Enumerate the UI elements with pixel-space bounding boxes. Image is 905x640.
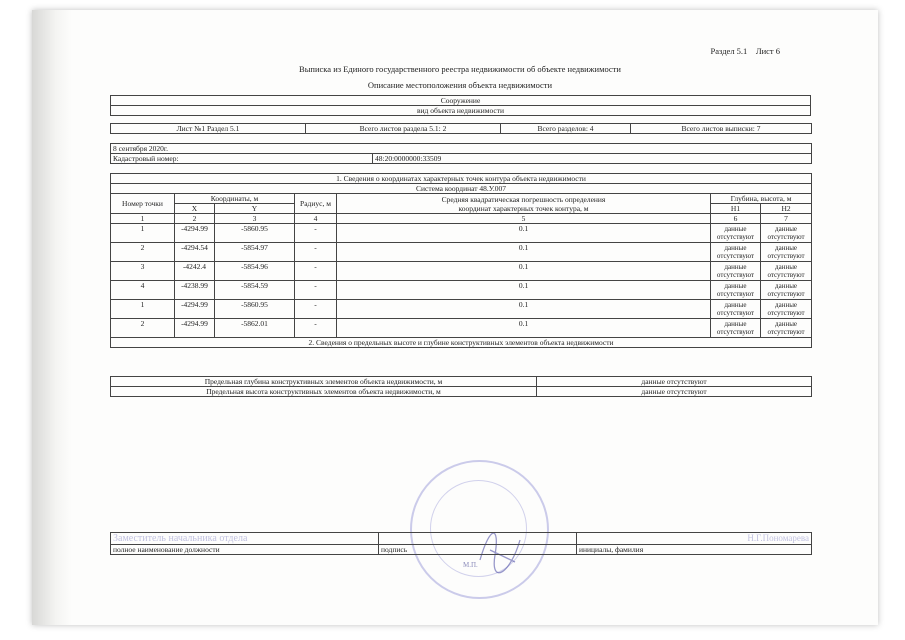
- coord-x: -4238.99: [175, 281, 215, 300]
- table-row: [111, 243, 812, 262]
- h2-value: [761, 319, 812, 338]
- sheet-label: Лист 6: [755, 46, 780, 56]
- sign-caption: подпись: [379, 545, 577, 555]
- col-depth-height: Глубина, высота, м: [711, 194, 812, 204]
- error: 0.1: [337, 319, 711, 338]
- radius: -: [295, 319, 337, 338]
- signer-signature-cell: [379, 533, 577, 545]
- section-label: Раздел 5.1: [710, 46, 748, 56]
- document-date: 8 сентября 2020г.: [111, 144, 812, 154]
- coord-x: -4294.99: [175, 319, 215, 338]
- col-y: Y: [215, 204, 295, 214]
- col-index: 6: [711, 214, 761, 224]
- date-cadastral-table: [110, 143, 812, 164]
- limit-depth-label: Предельная глубина конструктивных элементов объекта недвижимости, м: [111, 377, 537, 387]
- table-row: [111, 319, 812, 338]
- seal-mp: М.П.: [463, 561, 478, 569]
- coord-y: -5854.97: [215, 243, 295, 262]
- limit-height-value: данные отсутствуют: [537, 387, 812, 397]
- coord-y: -5854.96: [215, 262, 295, 281]
- point-number: 2: [111, 319, 175, 338]
- na-line1: данные: [724, 282, 747, 290]
- col-error-line2: координат характерных точек контура, м: [458, 203, 589, 213]
- na-line2: отсутствуют: [716, 328, 755, 336]
- na-line1: данные: [724, 301, 747, 309]
- signer-position-cell: [111, 533, 379, 545]
- na-line2: отсутствуют: [767, 271, 805, 279]
- object-type-table: [110, 95, 811, 116]
- radius: -: [295, 262, 337, 281]
- radius: -: [295, 243, 337, 262]
- na-line1: данные: [724, 225, 747, 233]
- error: 0.1: [337, 243, 711, 262]
- na-line1: данные: [775, 244, 798, 252]
- na-line2: отсутствуют: [767, 290, 805, 298]
- col-coordinates: Координаты, м: [175, 194, 295, 204]
- col-index: 5: [337, 214, 711, 224]
- error: 0.1: [337, 281, 711, 300]
- point-number: 1: [111, 224, 175, 243]
- signer-position: Заместитель начальника отдела: [113, 533, 248, 544]
- cadastral-number: 48:20:0000000:33509: [373, 154, 812, 164]
- point-number: 3: [111, 262, 175, 281]
- col-h2: H2: [761, 204, 812, 214]
- total-sections: Всего разделов: 4: [501, 124, 631, 134]
- radius: -: [295, 281, 337, 300]
- h2-value: [761, 300, 812, 319]
- error: 0.1: [337, 262, 711, 281]
- h2-value: [761, 243, 812, 262]
- radius: -: [295, 224, 337, 243]
- col-index: 3: [215, 214, 295, 224]
- coord-y: -5854.59: [215, 281, 295, 300]
- col-error: [337, 194, 711, 214]
- h1-value: [711, 281, 761, 300]
- h1-value: [711, 319, 761, 338]
- position-caption: полное наименование должности: [111, 545, 379, 555]
- col-point-number: Номер точки: [111, 194, 175, 214]
- total-sheets-section: Всего листов раздела 5.1: 2: [306, 124, 501, 134]
- na-line2: отсутствуют: [767, 309, 805, 317]
- error: 0.1: [337, 300, 711, 319]
- sheet-info-table: [110, 123, 812, 134]
- na-line1: данные: [775, 320, 798, 328]
- na-line2: отсутствуют: [767, 328, 805, 336]
- col-index: 4: [295, 214, 337, 224]
- coord-x: -4242.4: [175, 262, 215, 281]
- coord-x: -4294.99: [175, 300, 215, 319]
- na-line2: отсутствуют: [716, 252, 755, 260]
- object-type: Сооружение: [111, 96, 811, 106]
- coord-y: -5860.95: [215, 300, 295, 319]
- name-caption: инициалы, фамилия: [577, 545, 812, 555]
- coord-x: -4294.54: [175, 243, 215, 262]
- na-line2: отсутствуют: [767, 233, 805, 241]
- signer-name-cell: [577, 533, 812, 545]
- coordinates-table: [110, 173, 812, 348]
- sheet-fold-shadow: [32, 10, 72, 625]
- h1-value: [711, 224, 761, 243]
- signature-table: [110, 532, 812, 555]
- coord-y: -5860.95: [215, 224, 295, 243]
- table-row: [111, 300, 812, 319]
- na-line1: данные: [775, 301, 798, 309]
- limit-depth-value: данные отсутствуют: [537, 377, 812, 387]
- error: 0.1: [337, 224, 711, 243]
- na-line2: отсутствуют: [716, 309, 755, 317]
- h1-value: [711, 243, 761, 262]
- na-line2: отсутствуют: [767, 252, 805, 260]
- document-title: Выписка из Единого государственного реестра недвижимости об объекте недвижимости: [299, 64, 621, 74]
- h2-value: [761, 281, 812, 300]
- point-number: 1: [111, 300, 175, 319]
- point-number: 4: [111, 281, 175, 300]
- limit-height-label: Предельная высота конструктивных элементов объекта недвижимости, м: [111, 387, 537, 397]
- table-row: [111, 281, 812, 300]
- page-header: [0, 46, 780, 56]
- coord-y: -5862.01: [215, 319, 295, 338]
- sheet-number: Лист №1 Раздел 5.1: [111, 124, 306, 134]
- col-error-line1: Средняя квадратическая погрешность определения: [441, 194, 606, 204]
- radius: -: [295, 300, 337, 319]
- na-line1: данные: [775, 263, 798, 271]
- coordinate-system: Система координат 48.У.007: [111, 184, 812, 194]
- col-x: X: [175, 204, 215, 214]
- col-index: 2: [175, 214, 215, 224]
- na-line1: данные: [724, 244, 747, 252]
- na-line1: данные: [724, 320, 747, 328]
- col-index: 7: [761, 214, 812, 224]
- cadastral-label: Кадастровый номер:: [111, 154, 373, 164]
- h2-value: [761, 262, 812, 281]
- na-line2: отсутствуют: [716, 233, 755, 241]
- limits-table: [110, 376, 812, 397]
- document-subtitle: Описание местоположения объекта недвижимости: [367, 80, 553, 90]
- na-line2: отсутствуют: [716, 290, 755, 298]
- table-row: [111, 262, 812, 281]
- col-index: 1: [111, 214, 175, 224]
- coord-x: -4294.99: [175, 224, 215, 243]
- h1-value: [711, 262, 761, 281]
- total-sheets-extract: Всего листов выписки: 7: [631, 124, 812, 134]
- point-number: 2: [111, 243, 175, 262]
- na-line1: данные: [775, 225, 798, 233]
- col-radius: Радиус, м: [295, 194, 337, 214]
- na-line2: отсутствуют: [716, 271, 755, 279]
- limits-heading: 2. Сведения о предельных высоте и глубине конструктивных элементов объекта недвижимости: [111, 338, 812, 348]
- signer-name: Н.Г.Пономарева: [747, 533, 809, 543]
- na-line1: данные: [724, 263, 747, 271]
- col-h1: H1: [711, 204, 761, 214]
- table-row: [111, 224, 812, 243]
- coordinates-heading: 1. Сведения о координатах характерных точек контура объекта недвижимости: [111, 174, 812, 184]
- h1-value: [711, 300, 761, 319]
- h2-value: [761, 224, 812, 243]
- na-line1: данные: [775, 282, 798, 290]
- object-type-caption: вид объекта недвижимости: [111, 106, 811, 116]
